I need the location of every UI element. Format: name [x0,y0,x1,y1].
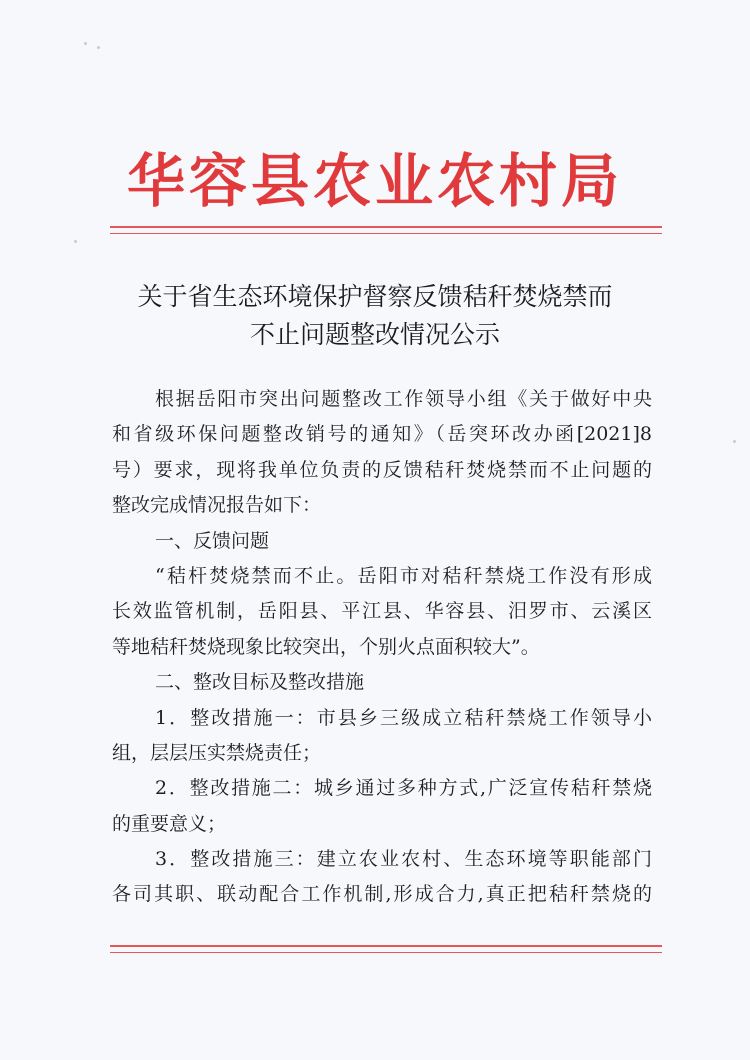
feedback-line: 长效监管机制，岳阳县、平江县、华容县、汨罗市、云溪区 [112,600,652,623]
section-heading-feedback: 一、反馈问题 [155,529,270,552]
paper-speck [84,42,87,45]
measure-line: 3．整改措施三：建立农业农村、生态环境等职能部门 [155,848,652,871]
document-body [112,382,652,913]
measure-line: 1．整改措施一：市县乡三级成立秸秆禁烧工作领导小 [155,706,652,729]
intro-line: 和省级环保问题整改销号的通知》（岳突环改办函[2021]8 [112,423,652,446]
document-title-line-2: 不止问题整改情况公示 [249,320,500,349]
intro-line: 号）要求，现将我单位负责的反馈秸秆焚烧禁而不止问题的 [112,458,652,481]
intro-line: 整改完成情况报告如下： [112,494,322,517]
section-heading-measures: 二、整改目标及整改措施 [155,671,365,694]
measure-line: 的重要意义； [112,812,227,835]
intro-line: 根据岳阳市突出问题整改工作领导小组《关于做好中央 [155,388,652,410]
letterhead-title: 华容县农业农村局 [126,147,623,215]
paper-speck [97,46,100,49]
letterhead-rule-thick [110,226,662,228]
document-title [0,278,750,354]
feedback-line: “秸杆焚烧禁而不止。岳阳市对秸秆禁烧工作没有形成 [155,564,652,587]
footer-rule-thin [110,952,662,953]
measure-line: 组，层层压实禁烧责任； [112,741,322,764]
measure-line: 各司其职、联动配合工作机制,形成合力,真正把秸秆禁烧的 [112,883,652,906]
footer-rule-thick [110,945,662,947]
feedback-line: 等地秸秆焚烧现象比较突出，个别火点面积较大”。 [112,635,540,658]
paper-speck [733,440,736,443]
document-title-line-1: 关于省生态环境保护督察反馈秸秆焚烧禁而 [137,282,613,311]
letterhead-rule-thin [110,233,662,234]
paper-speck [74,240,77,243]
measure-line: 2．整改措施二：城乡通过多种方式,广泛宣传秸秆禁烧 [155,777,652,800]
